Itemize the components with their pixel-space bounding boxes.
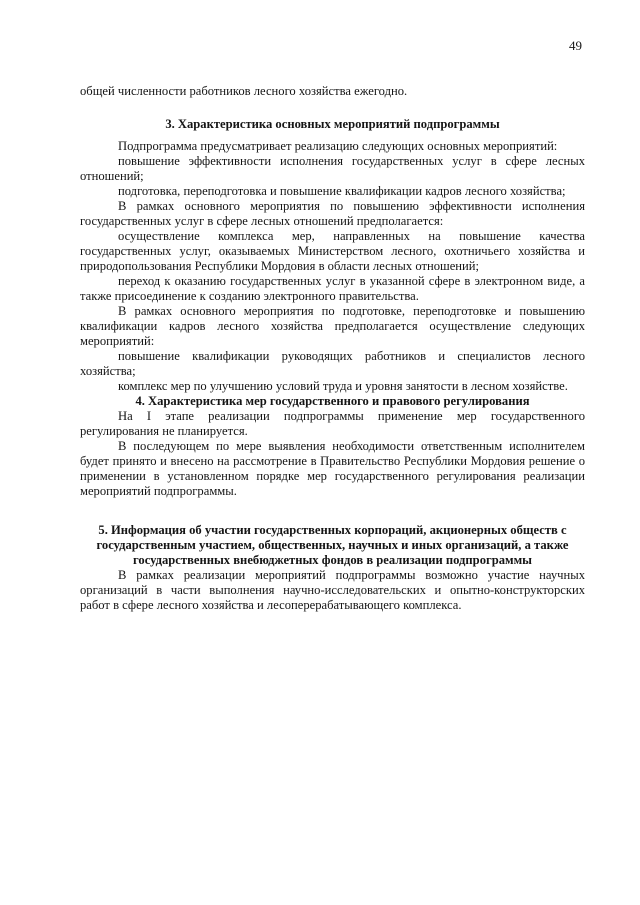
section-3-paragraph: Подпрограмма предусматривает реализацию следующих основных мероприятий: [118, 139, 558, 153]
section-3-paragraph: переход к оказанию государственных услуг в указанной сфере в электронном виде, а также присоединение к созданию электронного правительства. [80, 274, 585, 303]
section-4-paragraph: На I этапе реализации подпрограммы применение мер государственного регулирования не планируется. [80, 409, 585, 438]
section-3-paragraph: повышение квалификации руководящих работников и специалистов лесного хозяйства; [80, 349, 585, 378]
continuation-text: общей численности работников лесного хозяйства ежегодно. [80, 84, 408, 98]
section-3-heading: 3. Характеристика основных мероприятий подпрограммы [165, 117, 500, 131]
section-3-paragraph: В рамках основного мероприятия по подготовке, переподготовке и повышению квалификации кадров лесного хозяйства предполагается осуществление следующих мероприятий: [80, 304, 585, 348]
section-3-paragraph: В рамках основного мероприятия по повышению эффективности исполнения государственных услуг в сфере лесных отношений предполагается: [80, 199, 585, 228]
section-3-paragraph: комплекс мер по улучшению условий труда и уровня занятости в лесном хозяйстве. [118, 379, 568, 393]
section-5 [80, 523, 585, 613]
page-number: 49 [569, 38, 582, 53]
section-5-heading: 5. Информация об участии государственных корпораций, акционерных обществ с государственным участием, общественных, научных и иных организаций, а также государственных внебюджетных фондов в реализации подпрограммы [96, 523, 569, 567]
section-3-paragraph: подготовка, переподготовка и повышение квалификации кадров лесного хозяйства; [118, 184, 566, 198]
section-4-heading: 4. Характеристика мер государственного и правового регулирования [135, 394, 530, 408]
section-3-paragraph: повышение эффективности исполнения государственных услуг в сфере лесных отношений; [80, 154, 585, 183]
document-body [80, 84, 585, 613]
section-3-paragraph: осуществление комплекса мер, направленных на повышение качества государственных услуг, оказываемых Министерством лесного, охотничьего хозяйства и природопользования Республики Мордовия в области лесных отношений; [80, 229, 585, 273]
section-5-paragraph: В рамках реализации мероприятий подпрограммы возможно участие научных организаций в части выполнения научно-исследовательских и опытно-конструкторских работ в сфере лесного хозяйства и лесоперерабатывающего комплекса. [80, 568, 585, 612]
section-4 [80, 394, 585, 499]
section-3 [80, 117, 585, 394]
section-4-paragraph: В последующем по мере выявления необходимости ответственным исполнителем будет принято и внесено на рассмотрение в Правительство Республики Мордовия решение о применении в установленном порядке мер государственного регулирования реализации мероприятий подпрограммы. [80, 439, 585, 498]
